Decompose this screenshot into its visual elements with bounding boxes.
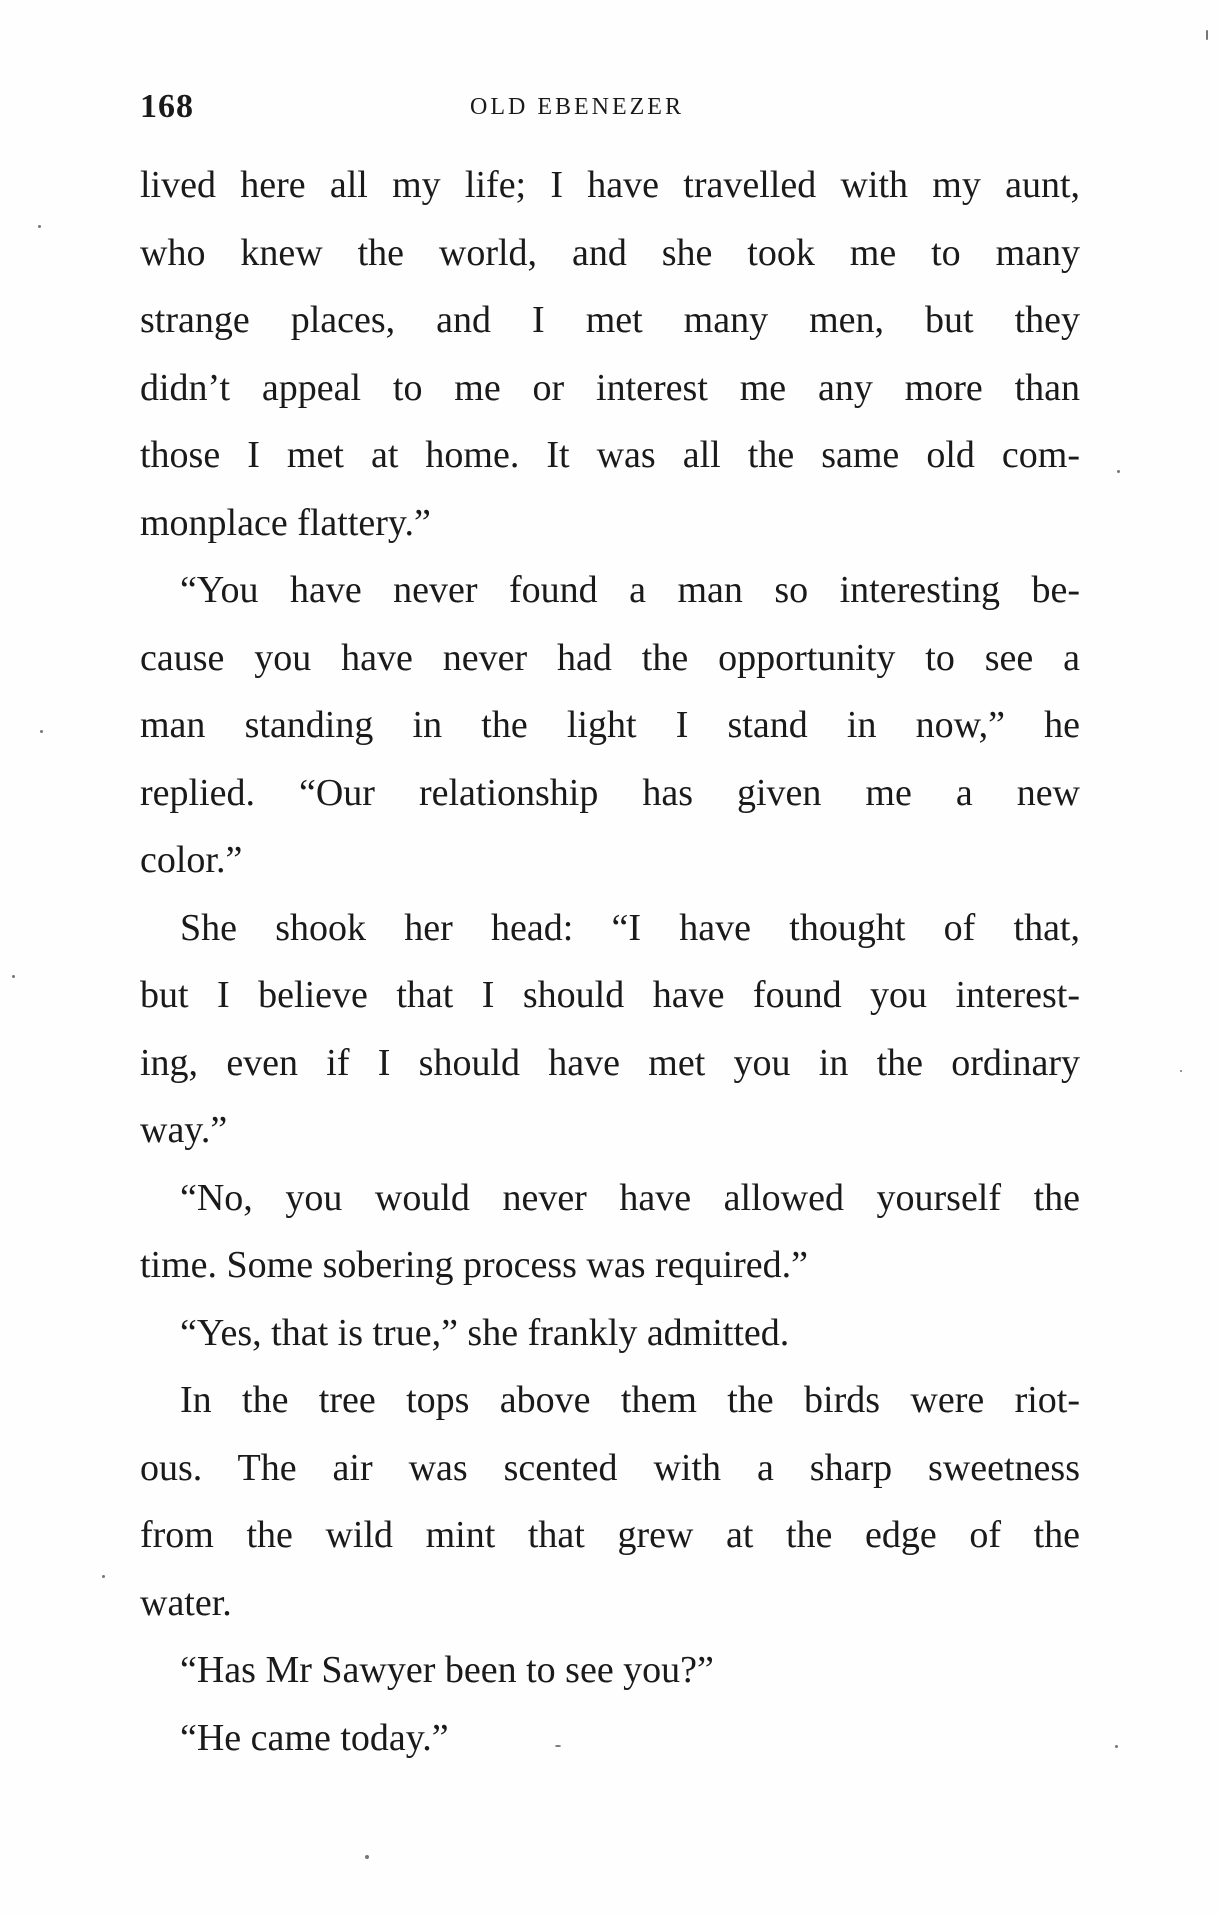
text-line: from the wild mint that grew at the edge of the (140, 1514, 1080, 1556)
scan-speck (1115, 1745, 1118, 1748)
text-line: “Has Mr Sawyer been to see you?” (180, 1649, 714, 1691)
text-line: time. Some sobering process was required.” (140, 1244, 808, 1286)
page-header (140, 88, 1080, 128)
body-text (140, 152, 1080, 1772)
text-line: but I believe that I should have found you interest- (140, 974, 1080, 1016)
text-line: replied. “Our relationship has given me a new (140, 771, 1080, 814)
scan-speck (40, 730, 43, 733)
text-line: water. (140, 1581, 232, 1624)
text-line: ous. The air was scented with a sharp sweetness (140, 1446, 1080, 1489)
scan-speck (102, 1575, 105, 1578)
text-line: man standing in the light I stand in now,” he (140, 704, 1080, 746)
scan-speck (1206, 30, 1208, 40)
text-line: ing, even if I should have met you in the ordinary (140, 1041, 1080, 1084)
text-line: monplace flattery.” (140, 501, 431, 544)
scan-speck (12, 975, 15, 978)
scan-speck (1180, 1070, 1182, 1072)
text-line: “Yes, that is true,” she frankly admitted. (180, 1311, 790, 1354)
text-line: She shook her head: “I have thought of that, (180, 906, 1080, 949)
scan-speck (365, 1855, 369, 1859)
scan-speck (38, 225, 41, 228)
page-number: 168 (140, 88, 194, 125)
text-line: didn’t appeal to me or interest me any more than (140, 366, 1080, 409)
scan-speck (1117, 470, 1120, 473)
text-line: those I met at home. It was all the same old com- (140, 434, 1080, 476)
text-line: “No, you would never have allowed yourself the (180, 1176, 1080, 1219)
text-line: color.” (140, 839, 243, 881)
scan-speck (555, 1745, 561, 1747)
text-line: “You have never found a man so interesting be- (180, 569, 1080, 611)
text-line: strange places, and I met many men, but they (140, 299, 1080, 341)
text-line: who knew the world, and she took me to many (140, 231, 1080, 274)
running-head: OLD EBENEZER (470, 94, 684, 120)
text-line: cause you have never had the opportunity to see a (140, 636, 1080, 679)
text-line: In the tree tops above them the birds were riot- (180, 1379, 1080, 1421)
text-line: lived here all my life; I have travelled with my aunt, (140, 164, 1080, 206)
text-line: way.” (140, 1109, 228, 1151)
text-line: “He came today.” (180, 1716, 449, 1759)
